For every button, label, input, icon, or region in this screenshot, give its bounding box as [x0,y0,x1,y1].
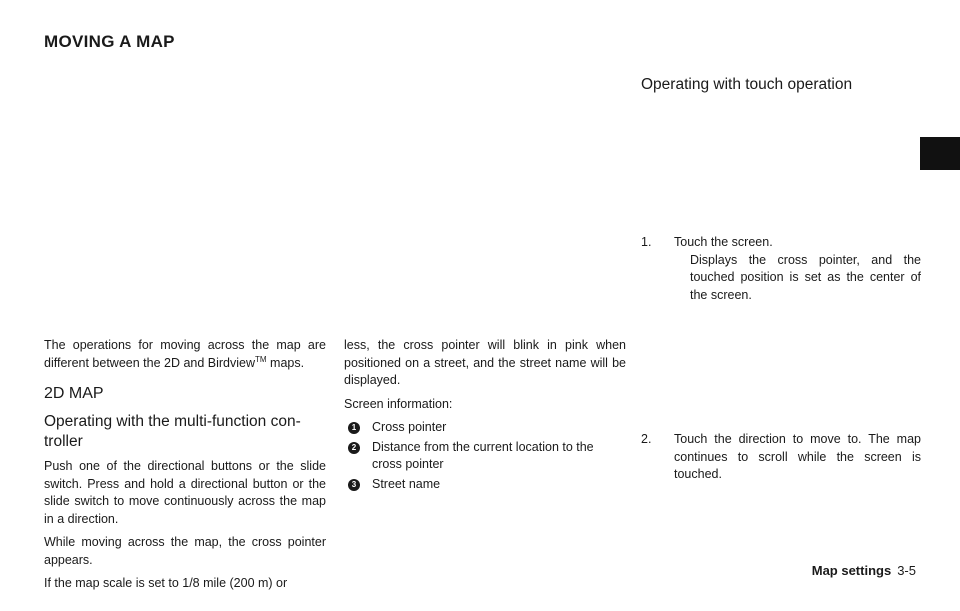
paragraph-scale: If the map scale is set to 1/8 mile (200 m) or [44,576,288,590]
callout-number-icon: 3 [348,479,360,491]
page-section-title: MOVING A MAP [44,32,175,51]
column-right-heading [641,75,921,95]
callout-text: Cross pointer [372,420,447,434]
step-item [641,234,921,304]
callout-item [344,419,626,437]
callout-number-icon: 2 [348,442,360,454]
intro-text: The operations for moving across the map are different between the 2D and Birdview [44,338,326,370]
chapter-tab [920,137,960,170]
paragraph-moving: While moving across the map, the cross pointer appears. [44,535,326,567]
callout-item [344,476,626,494]
column-left [44,337,326,599]
page-footer [812,563,916,578]
screen-info-label: Screen information: [344,396,453,411]
column-middle [344,337,626,495]
step-item [641,431,921,484]
step-text: Touch the screen. [674,235,773,249]
footer-section: Map settings [811,563,892,578]
step-number: 1. [641,235,652,249]
callout-number-icon: 1 [348,422,360,434]
callout-item [344,439,626,474]
heading-touch-operation: Operating with touch operation [641,76,853,93]
step-number: 2. [641,432,652,446]
step-text: Touch the direction to move to. The map continues to scroll while the screen is touched. [674,432,921,481]
intro-text-end: maps. [266,355,305,370]
intro-paragraph [44,337,326,372]
heading-multi-function: Operating with the multi-function con-troller [44,413,301,450]
paragraph-less: less, the cross pointer will blink in pink when positioned on a street, and the street name will be displayed. [344,338,626,387]
paragraph-push: Push one of the directional buttons or the slide switch. Press and hold a directional button or the slide switch to move continuously across the map in a direction. [44,459,326,526]
callout-text: Distance from the current location to the cross pointer [372,439,594,471]
trademark-mark: TM [255,354,267,364]
heading-2d-map: 2D MAP [44,385,104,402]
callout-list [344,419,626,493]
step-subtext: Displays the cross pointer, and the touched position is set as the center of the screen. [690,252,921,302]
callout-text: Street name [372,476,441,491]
page-number: 3-5 [897,563,916,578]
